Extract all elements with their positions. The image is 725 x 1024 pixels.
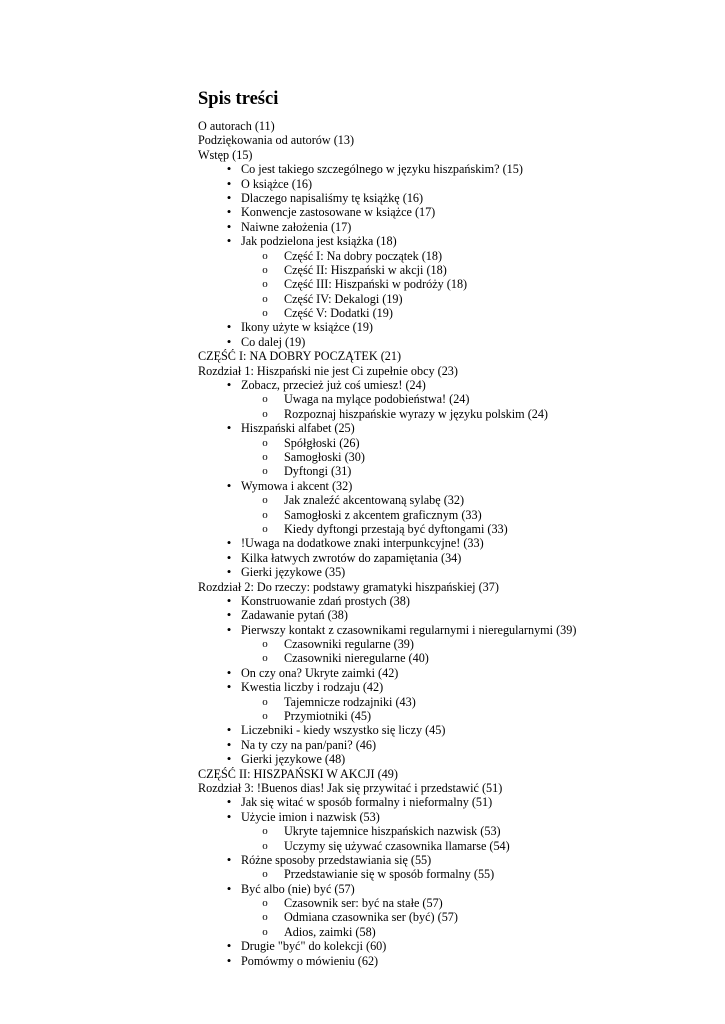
circle-bullet-icon: o [262,494,268,507]
toc-entry-text: Jak podzielona jest książka (18) [241,234,397,249]
toc-entry [198,306,698,320]
toc-entry [198,752,698,766]
toc-entry [198,839,698,853]
bullet-icon: • [226,420,232,436]
circle-bullet-icon: o [262,522,268,535]
toc-entry-text: Czasowniki nieregularne (40) [284,651,429,666]
bullet-icon: • [226,592,232,608]
toc-entry [198,205,698,219]
bullet-icon: • [226,751,232,767]
toc-entry [198,695,698,709]
toc-entry [198,867,698,881]
circle-bullet-icon: o [262,638,268,651]
toc-entry-text: Dlaczego napisaliśmy tę książkę (16) [241,190,424,205]
toc-entry [198,651,698,665]
toc-entry-text: Rozdział 1: Hiszpański nie jest Ci zupełnie obcy (23) [198,363,458,378]
bullet-icon: • [226,722,232,738]
toc-entry [198,896,698,910]
toc-entry [198,493,698,507]
toc-entry-text: Kiedy dyftongi przestają być dyftongami (33) [284,521,508,536]
toc-entry-text: Co jest takiego szczególnego w języku hiszpańskim? (15) [241,162,523,177]
toc-entry [198,292,698,306]
toc-entry [198,637,698,651]
toc-entry-text: Ikony użyte w książce (19) [241,320,373,335]
circle-bullet-icon: o [262,897,268,910]
bullet-icon: • [226,477,232,493]
circle-bullet-icon: o [262,868,268,881]
toc-entry-text: CZĘŚĆ II: HISZPAŃSKI W AKCJI (49) [198,766,398,781]
toc-entry [198,436,698,450]
circle-bullet-icon: o [262,710,268,723]
toc-entry [198,277,698,291]
toc-entry-text: O autorach (11) [198,119,275,133]
toc-entry-text: Kilka łatwych zwrotów do zapamiętania (34) [241,550,462,565]
toc-entry-text: Konstruowanie zdań prostych (38) [241,593,410,608]
toc-entry [198,392,698,406]
bullet-icon: • [226,794,232,810]
toc-entry-text: Być albo (nie) być (57) [241,881,355,896]
toc-entry-text: Spółgłoski (26) [284,435,360,450]
bullet-icon: • [226,621,232,637]
toc-entry-text: Rozdział 3: !Buenos dias! Jak się przywitać i przedstawić (51) [198,780,503,795]
toc-entry-text: Zadawanie pytań (38) [241,608,348,623]
document-page [198,86,698,968]
toc-entry [198,464,698,478]
bullet-icon: • [226,319,232,335]
toc-entry-text: Czasowniki regularne (39) [284,637,414,652]
circle-bullet-icon: o [262,407,268,420]
toc-entry [198,508,698,522]
toc-entry-text: Część IV: Dekalogi (19) [284,291,403,306]
circle-bullet-icon: o [262,292,268,305]
toc-entry [198,666,698,680]
toc-entry-text: Przymiotniki (45) [284,709,371,724]
toc-entry [198,133,698,147]
toc-entry-text: Czasownik ser: być na stałe (57) [284,896,443,911]
toc-entry-text: Hiszpański alfabet (25) [241,421,355,436]
bullet-icon: • [226,204,232,220]
circle-bullet-icon: o [262,925,268,938]
toc-entry [198,320,698,334]
bullet-icon: • [226,938,232,954]
toc-entry-text: Odmiana czasownika ser (być) (57) [284,910,458,925]
toc-entry [198,119,698,133]
toc-entry-text: Jak znaleźć akcentowaną sylabę (32) [284,493,465,508]
bullet-icon: • [226,679,232,695]
toc-entry-text: Gierki językowe (35) [241,565,346,580]
circle-bullet-icon: o [262,436,268,449]
toc-entry-text: Użycie imion i nazwisk (53) [241,809,380,824]
toc-entry-text: Część III: Hiszpański w podróży (18) [284,277,468,292]
bullet-icon: • [226,736,232,752]
toc-entry-text: Wymowa i akcent (32) [241,478,353,493]
toc-entry [198,882,698,896]
toc-entry-text: On czy ona? Ukryte zaimki (42) [241,665,399,680]
toc-entry [198,709,698,723]
toc-entry [198,191,698,205]
page-title: Spis treści [198,89,279,109]
bullet-icon: • [226,664,232,680]
circle-bullet-icon: o [262,450,268,463]
toc-entry-text: Liczebniki - kiedy wszystko się liczy (45) [241,723,446,738]
circle-bullet-icon: o [262,278,268,291]
toc-entry-text: Drugie "być" do kolekcji (60) [241,939,387,954]
toc-entry [198,939,698,953]
toc-entry [198,608,698,622]
toc-entry [198,910,698,924]
circle-bullet-icon: o [262,839,268,852]
toc-entry-text: Naiwne założenia (17) [241,219,352,234]
toc-entry-text: Samogłoski (30) [284,449,365,464]
bullet-icon: • [226,218,232,234]
toc-entry [198,738,698,752]
bullet-icon: • [226,189,232,205]
toc-entry [198,263,698,277]
circle-bullet-icon: o [262,263,268,276]
toc-entry-text: Samogłoski z akcentem graficznym (33) [284,507,482,522]
toc-entry-text: O książce (16) [241,176,313,191]
toc-entry [198,795,698,809]
toc-entry-text: Gierki językowe (48) [241,752,346,767]
toc-entry-text: Jak się witać w sposób formalny i nieformalny (51) [241,795,493,810]
bullet-icon: • [226,233,232,249]
toc-entry [198,767,698,781]
bullet-icon: • [226,535,232,551]
toc-entry [198,407,698,421]
toc-entry [198,364,698,378]
toc-entry-text: Rozdział 2: Do rzeczy: podstawy gramatyki hiszpańskiej (37) [198,579,499,594]
bullet-icon: • [226,175,232,191]
toc-entry [198,349,698,363]
toc-entry-text: Na ty czy na pan/pani? (46) [241,737,377,752]
toc-entry [198,781,698,795]
bullet-icon: • [226,880,232,896]
bullet-icon: • [226,377,232,393]
toc-entry-text: Konwencje zastosowane w książce (17) [241,205,436,220]
toc-entry-text: Rozpoznaj hiszpańskie wyrazy w języku polskim (24) [284,406,548,421]
toc-entry [198,220,698,234]
toc-entry-text: !Uwaga na dodatkowe znaki interpunkcyjne! (33) [241,536,484,551]
toc-entry [198,853,698,867]
circle-bullet-icon: o [262,393,268,406]
table-of-contents [198,119,698,968]
toc-entry-text: CZĘŚĆ I: NA DOBRY POCZĄTEK (21) [198,349,402,364]
toc-entry [198,810,698,824]
toc-entry-text: Uwaga na mylące podobieństwa! (24) [284,392,470,407]
toc-entry [198,723,698,737]
circle-bullet-icon: o [262,508,268,521]
toc-entry [198,536,698,550]
bullet-icon: • [226,952,232,968]
toc-entry [198,594,698,608]
toc-entry [198,580,698,594]
circle-bullet-icon: o [262,695,268,708]
toc-entry-text: Ukryte tajemnice hiszpańskich nazwisk (53) [284,824,501,839]
toc-entry [198,234,698,248]
toc-entry [198,148,698,162]
toc-entry [198,335,698,349]
bullet-icon: • [226,607,232,623]
circle-bullet-icon: o [262,652,268,665]
bullet-icon: • [226,549,232,565]
toc-entry [198,925,698,939]
circle-bullet-icon: o [262,465,268,478]
toc-entry [198,551,698,565]
toc-entry-text: Podziękowania od autorów (13) [198,133,355,148]
toc-entry-text: Część I: Na dobry początek (18) [284,248,443,263]
circle-bullet-icon: o [262,911,268,924]
toc-entry-text: Pierwszy kontakt z czasownikami regularnymi i nieregularnymi (39) [241,622,577,637]
toc-entry [198,824,698,838]
toc-entry-text: Pomówmy o mówieniu (62) [241,953,379,968]
bullet-icon: • [226,161,232,177]
toc-entry-text: Część II: Hiszpański w akcji (18) [284,262,447,277]
bullet-icon: • [226,564,232,580]
circle-bullet-icon: o [262,825,268,838]
toc-entry [198,565,698,579]
toc-entry [198,162,698,176]
toc-entry-text: Zobacz, przecież już coś umiesz! (24) [241,378,426,393]
toc-entry [198,954,698,968]
toc-entry [198,522,698,536]
toc-entry-text: Tajemnicze rodzajniki (43) [284,694,416,709]
toc-entry-text: Dyftongi (31) [284,464,352,479]
bullet-icon: • [226,851,232,867]
toc-entry-text: Kwestia liczby i rodzaju (42) [241,680,384,695]
bullet-icon: • [226,808,232,824]
toc-entry [198,177,698,191]
toc-entry-text: Adios, zaimki (58) [284,924,376,939]
circle-bullet-icon: o [262,249,268,262]
toc-entry [198,680,698,694]
toc-entry-text: Uczymy się używać czasownika llamarse (54) [284,838,510,853]
toc-entry [198,421,698,435]
toc-entry [198,623,698,637]
toc-entry [198,378,698,392]
toc-entry-text: Różne sposoby przedstawiania się (55) [241,852,432,867]
toc-entry [198,450,698,464]
toc-entry [198,479,698,493]
toc-entry [198,249,698,263]
toc-entry-text: Część V: Dodatki (19) [284,306,393,321]
toc-entry-text: Przedstawianie się w sposób formalny (55) [284,867,495,882]
bullet-icon: • [226,333,232,349]
toc-entry-text: Wstęp (15) [198,147,253,162]
toc-entry-text: Co dalej (19) [241,334,306,349]
circle-bullet-icon: o [262,307,268,320]
